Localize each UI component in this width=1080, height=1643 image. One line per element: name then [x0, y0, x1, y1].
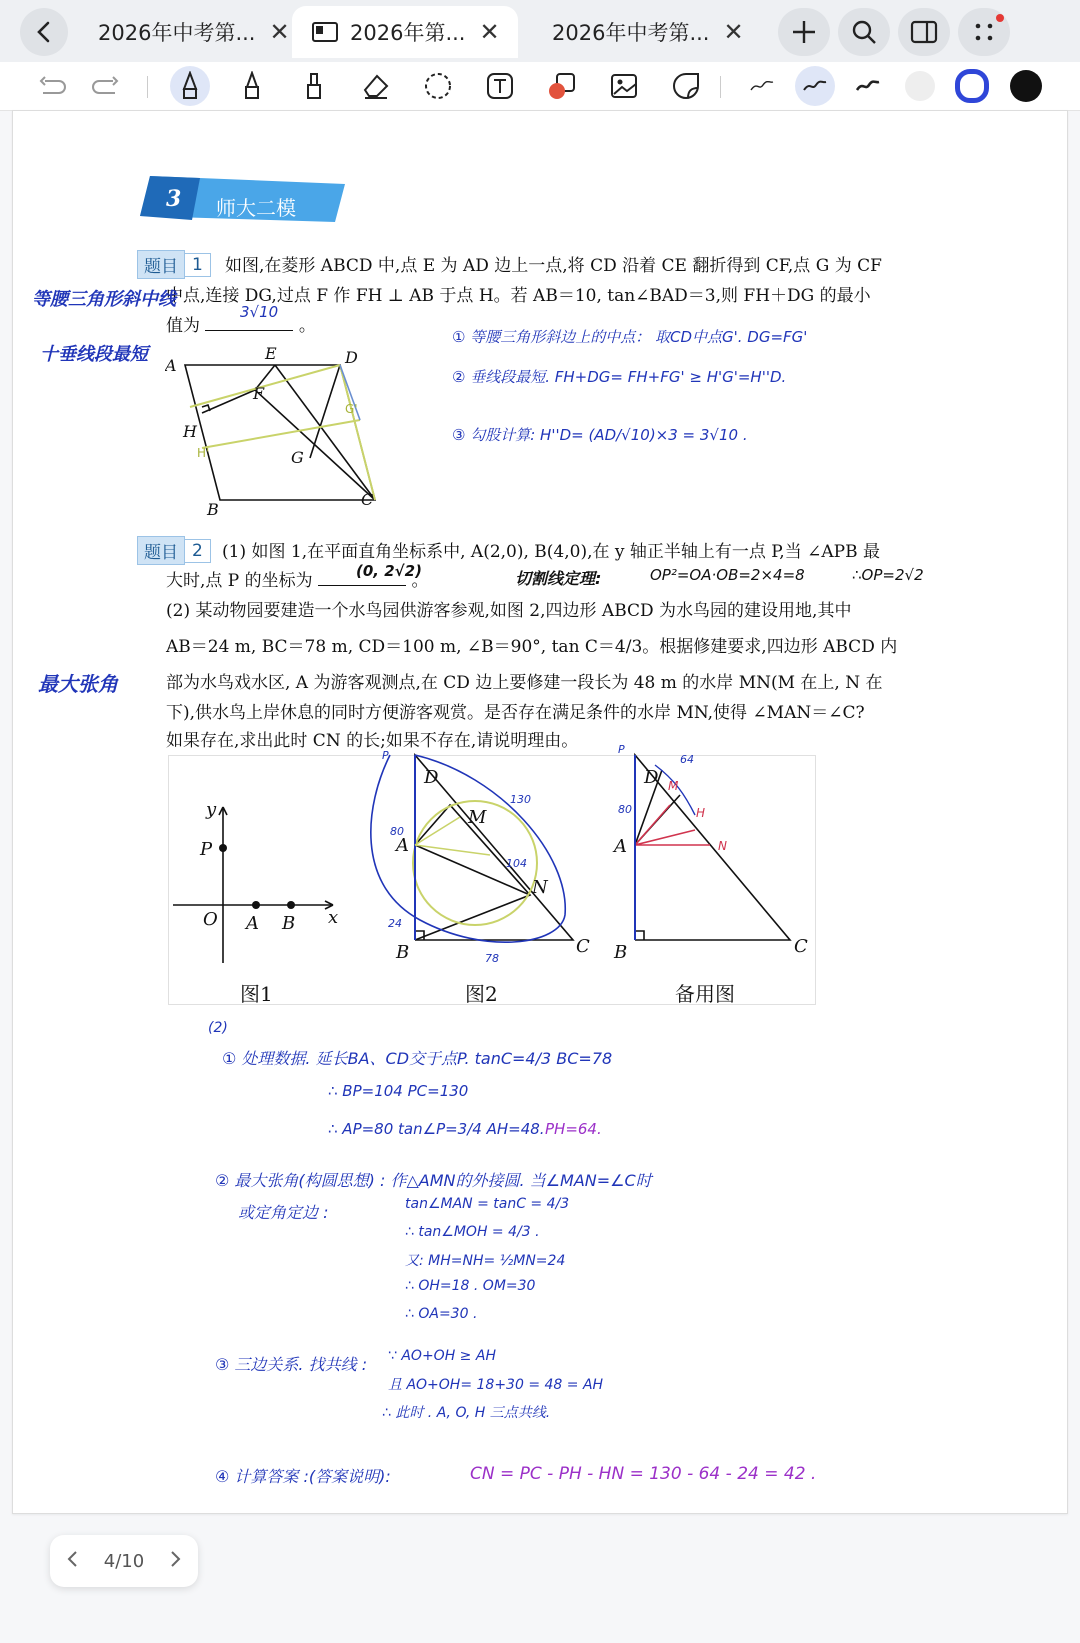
q2-part2-line4: 下),供水鸟上岸休息的同时方便游客观赏。是否存在满足条件的水岸 MN,使得 ∠MAN＝∠C? — [166, 703, 865, 723]
sidebar-icon — [910, 20, 938, 44]
drawing-toolbar — [0, 62, 1080, 111]
q2-part1-line2-end: 。 — [411, 571, 429, 591]
step-1b: ∴ BP=104 PC=130 — [328, 1082, 469, 1100]
note-2: ② 垂线段最短. FH+DG= FH+FG' ≥ H'G'=H''D. — [452, 368, 787, 386]
split-view-button[interactable] — [898, 8, 950, 56]
back-button[interactable] — [20, 8, 68, 56]
note-left-1: 等腰三角形斜中线 — [32, 289, 176, 310]
color-swatch-blue[interactable] — [952, 66, 992, 106]
question-tag — [137, 250, 211, 279]
svg-text:D: D — [424, 767, 439, 788]
color-swatch-black[interactable] — [1006, 66, 1046, 106]
q1-line-2: 中点,连接 DG,过点 F 作 FH ⊥ AB 于点 H。若 AB＝10, tan∠BAD＝3,则 FH＋DG 的最小 — [166, 286, 871, 306]
text-tool[interactable] — [480, 66, 520, 106]
close-icon[interactable]: ✕ — [269, 18, 290, 46]
label-h2: H' — [197, 446, 210, 460]
note-left-2: 十垂线段最短 — [40, 344, 148, 365]
squiggle-thick-icon — [855, 79, 881, 93]
figure-1-caption: 图1 — [240, 982, 273, 1006]
note-cut-theorem: 切割线定理: — [515, 569, 602, 588]
highlighter-tool[interactable] — [294, 66, 334, 106]
squiggle-thin-icon — [749, 79, 775, 93]
question-number: 2 — [185, 539, 211, 563]
stroke-thin[interactable] — [742, 66, 782, 106]
highlighter-icon — [303, 71, 325, 101]
svg-text:A: A — [165, 356, 177, 375]
question-tag — [137, 536, 211, 565]
search-icon — [851, 19, 877, 45]
q2-part2-line5: 如果存在,求出此时 CN 的长;如果不存在,请说明理由。 — [166, 731, 579, 751]
shapes-icon — [547, 71, 577, 101]
step-3d: ∴ 此时 . A, O, H 三点共线. — [382, 1405, 551, 1421]
svg-text:B: B — [282, 913, 296, 934]
svg-text:78: 78 — [485, 952, 499, 963]
next-page-button[interactable] — [170, 1550, 182, 1573]
color-dot — [1010, 70, 1042, 102]
redo-icon — [91, 75, 121, 97]
q2-part2-line1: (2) 某动物园要建造一个水鸟园供游客参观,如图 2,四边形 ABCD 为水鸟园的建设用地,其中 — [166, 601, 852, 621]
svg-text:E: E — [265, 345, 277, 363]
color-swatch-light[interactable] — [900, 66, 940, 106]
step-2: ② 最大张角(构圆思想) : 作△AMN的外接圆. 当∠MAN=∠C时 — [215, 1171, 652, 1190]
search-button[interactable] — [838, 8, 890, 56]
svg-text:M: M — [668, 779, 679, 793]
pen-tool[interactable] — [170, 66, 210, 106]
step-2b: 或定角定边 : — [238, 1203, 329, 1222]
image-tool[interactable] — [604, 66, 644, 106]
tab-3-label: 2026年中考第... — [552, 21, 710, 45]
figure-1-axes — [168, 795, 348, 970]
image-icon — [609, 72, 639, 100]
svg-text:80: 80 — [618, 803, 632, 816]
rhombus-figure — [165, 345, 395, 515]
notification-dot — [996, 14, 1004, 22]
solution-head: (2) — [208, 1020, 228, 1036]
tab-1-label: 2026年中考第... — [98, 21, 256, 45]
q1-line-1: 如图,在菱形 ABCD 中,点 E 为 AD 边上一点,将 CD 沿着 CE 翻折得到 CF,点 G 为 CF — [225, 256, 882, 276]
sticker-tool[interactable] — [666, 66, 706, 106]
chevron-left-icon — [34, 20, 54, 44]
q2-answer-blank — [318, 585, 406, 586]
svg-text:H: H — [696, 806, 706, 820]
lasso-tool[interactable] — [418, 66, 458, 106]
svg-text:A: A — [614, 836, 627, 857]
step-1: ① 处理数据. 延长BA、CD交于点P. tanC=4/3 BC=78 — [222, 1049, 613, 1068]
stroke-thick[interactable] — [848, 66, 888, 106]
svg-text:C: C — [794, 936, 808, 957]
note-max-angle: 最大张角 — [38, 672, 118, 696]
step-4-answer: CN = PC - PH - HN = 130 - 64 - 24 = 42 . — [470, 1464, 817, 1484]
sticker-icon — [671, 71, 701, 101]
q1-line-3-text: 值为 — [166, 316, 200, 336]
figure-backup — [600, 745, 815, 963]
svg-text:C: C — [361, 490, 374, 509]
svg-text:A: A — [246, 913, 259, 934]
svg-text:N: N — [718, 839, 727, 853]
note-eq: OP²=OA·OB=2×4=8 — [650, 566, 805, 584]
svg-text:F: F — [253, 384, 265, 403]
question-number: 1 — [185, 253, 211, 277]
q1-answer-blank — [205, 330, 293, 331]
svg-text:80: 80 — [390, 825, 404, 838]
svg-text:P: P — [382, 749, 389, 762]
eraser-icon — [361, 72, 391, 100]
step-3c: 且 AO+OH= 18+30 = 48 = AH — [388, 1377, 604, 1393]
section-title: 师大二模 — [216, 196, 296, 220]
text-box-icon — [485, 71, 515, 101]
svg-text:130: 130 — [510, 793, 531, 806]
q2-part1-line2-text: 大时,点 P 的坐标为 — [166, 571, 313, 591]
q2-part2-line2: AB＝24 m, BC＝78 m, CD＝100 m, ∠B＝90°, tan C＝4/3。根据修建要求,四边形 ABCD 内 — [166, 637, 898, 657]
svg-text:64: 64 — [680, 753, 694, 766]
q2-part1-line1: (1) 如图 1,在平面直角坐标系中, A(2,0), B(4,0),在 y 轴正半轴上有一点 P,当 ∠APB 最 — [222, 542, 880, 562]
step-2g: ∴ OA=30 . — [405, 1306, 478, 1322]
svg-text:x: x — [328, 907, 339, 928]
step-2c: tan∠MAN = tanC = 4/3 — [405, 1196, 570, 1212]
prev-page-button[interactable] — [66, 1550, 78, 1573]
svg-text:D: D — [345, 348, 358, 367]
new-tab-button[interactable] — [778, 8, 830, 56]
tab-3[interactable] — [552, 6, 744, 58]
step-1c-ph: PH=64. — [545, 1120, 602, 1138]
svg-text:M: M — [468, 807, 487, 828]
svg-text:B: B — [396, 942, 410, 963]
page-navigator — [50, 1535, 198, 1587]
svg-text:P: P — [618, 745, 625, 756]
question-tag-label: 题目 — [137, 250, 185, 279]
undo-button[interactable] — [32, 66, 72, 106]
svg-text:O: O — [203, 909, 218, 930]
q2-part2-line3: 部为水鸟戏水区, A 为游客观测点,在 CD 边上要修建一段长为 48 m 的水岸 MN(M 在上, N 在 — [166, 673, 883, 693]
svg-text:B: B — [614, 942, 628, 963]
step-2f: ∴ OH=18 . OM=30 — [405, 1278, 536, 1294]
page-indicator: 4/10 — [103, 1550, 145, 1572]
pencil-tool[interactable] — [232, 66, 272, 106]
more-button[interactable] — [958, 8, 1010, 56]
step-4: ④ 计算答案 :(答案说明): — [215, 1467, 391, 1486]
svg-text:C: C — [576, 936, 590, 957]
question-tag-label: 题目 — [137, 536, 185, 565]
note-1: ① 等腰三角形斜边上的中点： 取CD中点G'. DG=FG' — [452, 328, 808, 346]
figure-backup-caption: 备用图 — [675, 982, 735, 1006]
pencil-icon — [241, 71, 263, 101]
lasso-icon — [423, 71, 453, 101]
svg-text:A: A — [396, 835, 409, 856]
color-dot — [905, 71, 935, 101]
note-result: ∴OP=2√2 — [852, 566, 924, 584]
svg-text:B: B — [207, 500, 219, 515]
squiggle-medium-icon — [802, 79, 828, 93]
q1-line-3-end: 。 — [298, 316, 316, 336]
section-number: 3 — [166, 186, 182, 212]
plus-icon — [791, 19, 817, 45]
divider — [147, 76, 148, 98]
tab-2-label: 2026年第... — [350, 21, 466, 45]
step-3b: ∵ AO+OH ≥ AH — [388, 1348, 496, 1364]
note-3: ③ 勾股计算: H''D= (AD/√10)×3 = 3√10 . — [452, 426, 748, 444]
undo-icon — [37, 75, 67, 97]
svg-text:G: G — [291, 448, 304, 467]
more-dots-icon — [972, 20, 996, 44]
close-icon[interactable]: ✕ — [723, 18, 744, 46]
close-icon[interactable]: ✕ — [479, 18, 500, 46]
label-g2: G' — [345, 402, 358, 416]
svg-text:24: 24 — [388, 917, 402, 930]
chevron-left-icon — [66, 1550, 78, 1568]
svg-text:H: H — [183, 422, 197, 441]
tab-2-active[interactable] — [292, 6, 518, 58]
step-3: ③ 三边关系. 找共线 : — [215, 1355, 368, 1374]
step-2e: 又: MH=NH= ½MN=24 — [405, 1253, 566, 1269]
step-2d: ∴ tan∠MOH = 4/3 . — [405, 1224, 540, 1240]
figure-2-caption: 图2 — [465, 982, 498, 1006]
divider — [720, 76, 721, 98]
eraser-tool[interactable] — [356, 66, 396, 106]
pen-icon — [179, 71, 201, 101]
svg-text:P: P — [200, 839, 213, 860]
note-icon — [312, 22, 338, 42]
q1-answer: 3√10 — [240, 303, 279, 321]
figure-2 — [360, 745, 600, 963]
step-1c: ∴ AP=80 tan∠P=3/4 AH=48. — [328, 1120, 545, 1138]
svg-text:D: D — [644, 767, 659, 788]
color-ring — [955, 69, 989, 103]
svg-text:N: N — [532, 877, 548, 898]
shape-tool[interactable] — [542, 66, 582, 106]
svg-text:104: 104 — [506, 857, 527, 870]
svg-text:y: y — [206, 799, 217, 820]
tab-bar — [0, 0, 1080, 62]
q2-answer: (0, 2√2) — [356, 562, 422, 580]
stroke-medium[interactable] — [795, 66, 835, 106]
redo-button[interactable] — [86, 66, 126, 106]
chevron-right-icon — [170, 1550, 182, 1568]
tab-1[interactable] — [98, 6, 290, 58]
